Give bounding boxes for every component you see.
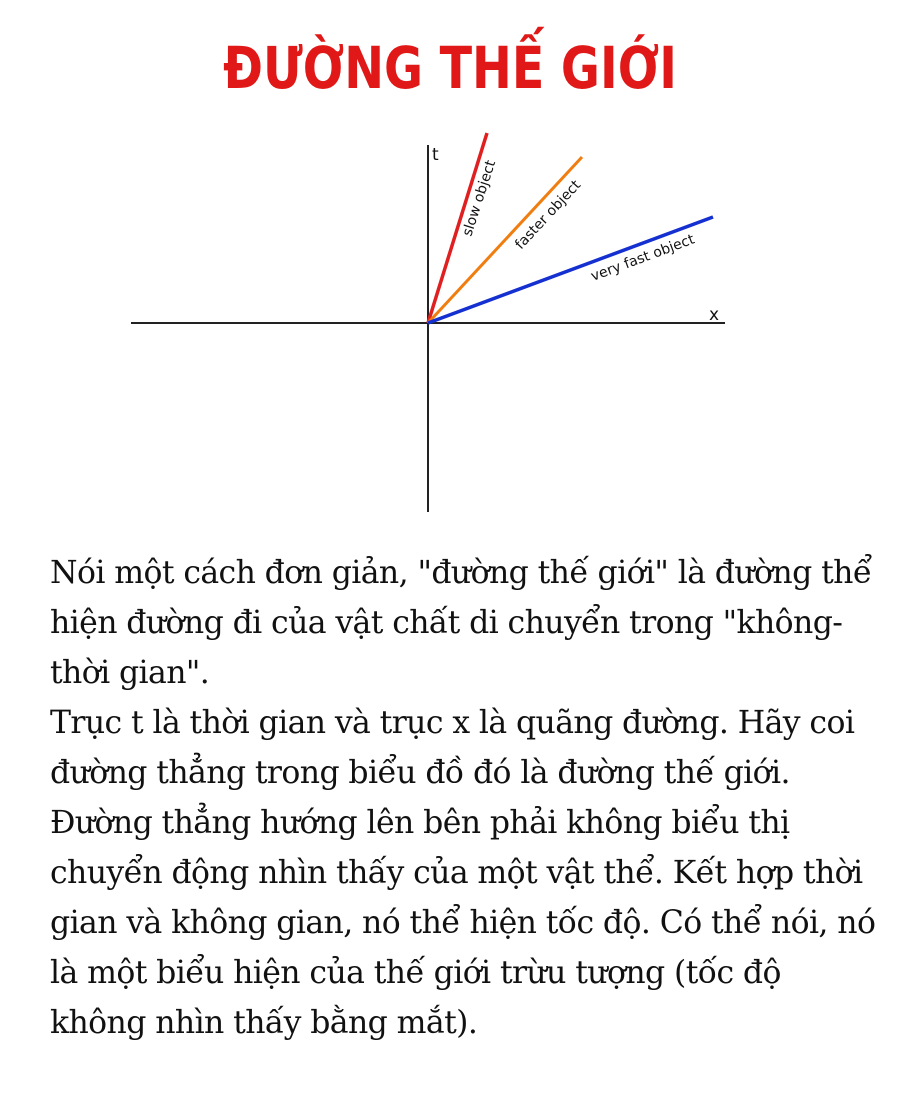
world-line-diagram [0,0,900,530]
x-axis-label: x [709,305,720,325]
t-axis-label: t [432,145,439,165]
body-text [50,548,880,1048]
body-paragraph-1: Nói một cách đơn giản, "đường thế giới" là đường thể hiện đường đi của vật chất di chuyển trong "không-thời gian". [50,555,872,691]
faster-object-line [428,157,585,323]
slow-object-label: slow object [459,158,500,239]
page-title: ĐƯỜNG THẾ GIỚI [223,34,677,102]
very-fast-object-label: very fast object [588,231,697,285]
body-paragraph-2: Trục t là thời gian và trục x là quãng đường. Hãy coi đường thẳng trong biểu đồ đó là đường thế giới. Đường thẳng hướng lên bên phải không biểu thị chuyển động nhìn thấy của một vật thể. Kết hợp thời gian và không gian, nó thể hiện tốc độ. Có thể nói, nó là một biểu hiện của thế giới trừu tượng (tốc độ không nhìn thấy bằng mắt). [50,705,876,1041]
faster-object-label: faster object [512,177,585,253]
